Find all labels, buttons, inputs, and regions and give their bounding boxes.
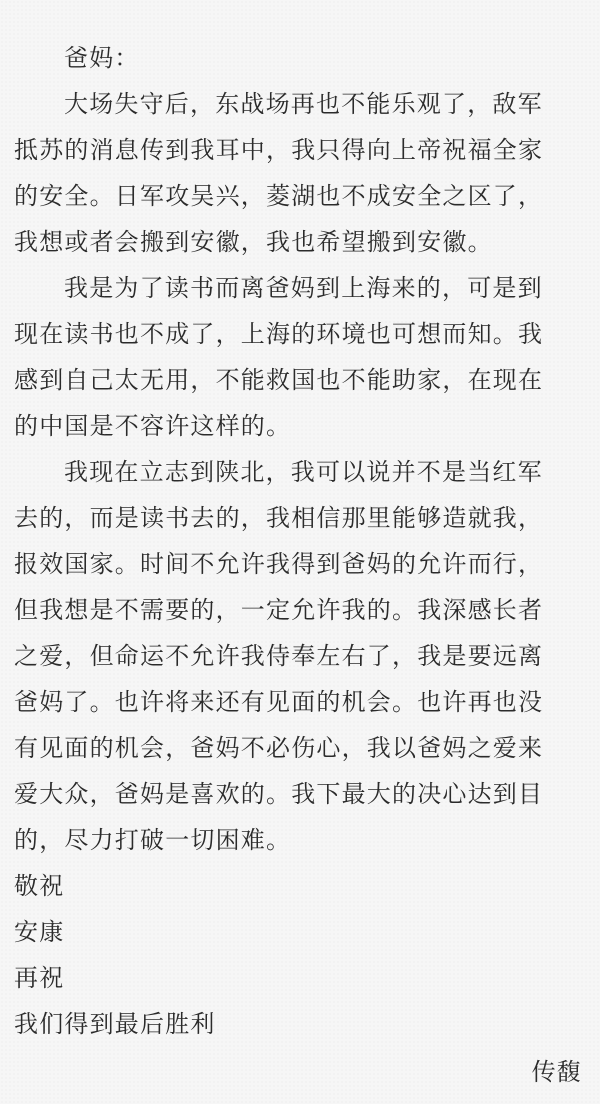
paragraph-3-line-4: 但我想是不需要的，一定允许我的。我深感长者 [14, 596, 544, 624]
paragraph-1-line-1: 大场失守后，东战场再也不能乐观了，敌军 [64, 90, 543, 118]
paragraph-2-line-2: 现在读书也不成了，上海的环境也可想而知。我 [14, 320, 544, 348]
paragraph-3-line-9: 的，尽力打破一切困难。 [14, 826, 292, 854]
paragraph-2-line-3: 感到自己太无用，不能救国也不能助家，在现在 [14, 366, 544, 394]
paragraph-3-line-3: 报效国家。时间不允许我得到爸妈的允许而行， [14, 550, 544, 578]
paragraph-3-line-1: 我现在立志到陕北，我可以说并不是当红军 [64, 458, 543, 486]
paragraph-2-line-1: 我是为了读书而离爸妈到上海来的，可是到 [64, 274, 543, 302]
paragraph-2-line-4: 的中国是不容许这样的。 [14, 412, 292, 440]
paragraph-3-line-2: 去的，而是读书去的，我相信那里能够造就我， [14, 504, 544, 532]
closing-1: 敬祝 [14, 872, 65, 900]
paragraph-3-line-5: 之爱，但命运不允许我侍奉左右了，我是要远离 [14, 642, 544, 670]
signature: 传馥 [531, 1058, 582, 1086]
paragraph-1-line-3: 的安全。日军攻吴兴，菱湖也不成安全之区了， [14, 182, 544, 210]
paragraph-3-line-7: 有见面的机会，爸妈不必伤心，我以爸妈之爱来 [14, 734, 544, 762]
paragraph-3-line-6: 爸妈了。也许将来还有见面的机会。也许再也没 [14, 688, 544, 716]
closing-3: 再祝 [14, 964, 65, 992]
closing-2: 安康 [14, 918, 65, 946]
salutation: 爸妈： [64, 44, 140, 72]
closing-4: 我们得到最后胜利 [14, 1010, 216, 1038]
paragraph-1-line-4: 我想或者会搬到安徽，我也希望搬到安徽。 [14, 228, 493, 256]
paragraph-3-line-8: 爱大众，爸妈是喜欢的。我下最大的决心达到目 [14, 780, 544, 808]
paragraph-1-line-2: 抵苏的消息传到我耳中，我只得向上帝祝福全家 [14, 136, 544, 164]
